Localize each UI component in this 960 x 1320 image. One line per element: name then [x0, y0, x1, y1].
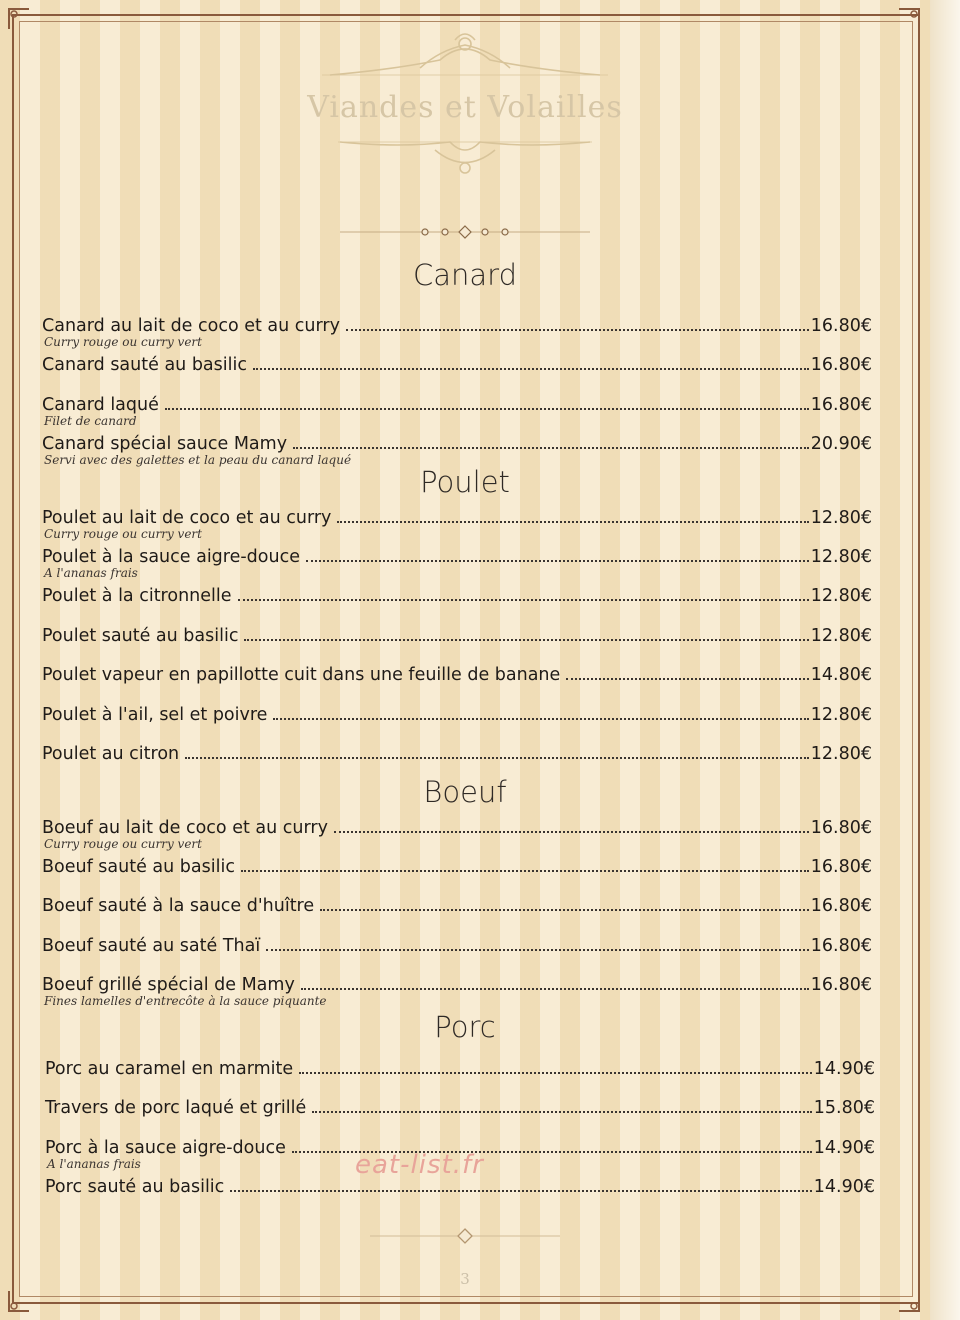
item-name: Travers de porc laqué et grillé	[45, 1098, 307, 1118]
dot-leader	[165, 408, 809, 410]
corner-ornament-icon	[896, 6, 922, 32]
item-price: 16.80€	[810, 355, 872, 375]
section-title-boeuf: Boeuf	[423, 775, 507, 809]
item-note: Curry rouge ou curry vert	[44, 335, 202, 349]
dot-leader	[185, 757, 809, 759]
item-name: Boeuf grillé spécial de Mamy	[42, 975, 295, 995]
dot-leader	[244, 639, 808, 641]
item-name: Poulet sauté au basilic	[42, 626, 239, 646]
dot-leader	[230, 1190, 811, 1192]
item-price: 20.90€	[810, 434, 872, 454]
menu-item	[42, 312, 872, 336]
dot-leader	[346, 329, 809, 331]
item-name: Boeuf au lait de coco et au curry	[42, 818, 328, 838]
item-price: 14.90€	[813, 1177, 875, 1197]
menu-item	[42, 661, 872, 685]
item-name: Canard laqué	[42, 395, 159, 415]
menu-item	[42, 430, 872, 454]
menu-item	[42, 351, 872, 375]
item-name: Porc à la sauce aigre-douce	[45, 1138, 286, 1158]
item-price: 16.80€	[810, 818, 872, 838]
item-name: Poulet vapeur en papillotte cuit dans une feuille de banane	[42, 665, 561, 685]
item-name: Poulet à la citronnelle	[42, 586, 232, 606]
dot-leader	[320, 909, 809, 911]
menu-item	[42, 932, 872, 956]
item-name: Canard au lait de coco et au curry	[42, 316, 340, 336]
dot-leader	[299, 1072, 812, 1074]
item-name: Canard sauté au basilic	[42, 355, 247, 375]
menu-item	[42, 504, 872, 528]
page-edge	[930, 0, 960, 1320]
dot-leader	[273, 718, 808, 720]
item-price: 12.80€	[810, 626, 872, 646]
item-name: Boeuf sauté à la sauce d'huître	[42, 896, 315, 916]
menu-item	[45, 1055, 875, 1079]
dot-leader	[337, 521, 808, 523]
dot-leader	[301, 988, 809, 990]
menu-item	[42, 892, 872, 916]
item-price: 12.80€	[810, 547, 872, 567]
item-note: Curry rouge ou curry vert	[44, 837, 202, 851]
item-name: Poulet au citron	[42, 744, 180, 764]
item-note: Servi avec des galettes et la peau du canard laqué	[44, 453, 352, 467]
dot-leader	[293, 447, 809, 449]
item-name: Poulet à la sauce aigre-douce	[42, 547, 300, 567]
item-price: 16.80€	[810, 857, 872, 877]
item-note: A l'ananas frais	[47, 1157, 141, 1171]
item-price: 14.80€	[810, 665, 872, 685]
item-price: 12.80€	[810, 705, 872, 725]
dot-leader	[266, 949, 809, 951]
item-name: Boeuf sauté au basilic	[42, 857, 235, 877]
menu-item	[42, 971, 872, 995]
item-note: Filet de canard	[44, 414, 137, 428]
item-name: Canard spécial sauce Mamy	[42, 434, 288, 454]
item-price: 12.80€	[810, 508, 872, 528]
dot-leader	[566, 678, 808, 680]
dot-leader	[306, 560, 809, 562]
section-title-porc: Porc	[434, 1010, 496, 1044]
menu-item	[42, 853, 872, 877]
menu-item	[42, 391, 872, 415]
item-price: 12.80€	[810, 586, 872, 606]
item-price: 15.80€	[813, 1098, 875, 1118]
item-note: Fines lamelles d'entrecôte à la sauce piquante	[44, 994, 327, 1008]
item-price: 16.80€	[810, 975, 872, 995]
item-price: 16.80€	[810, 936, 872, 956]
dot-leader	[312, 1111, 812, 1113]
item-name: Poulet à l'ail, sel et poivre	[42, 705, 268, 725]
item-price: 16.80€	[810, 896, 872, 916]
item-note: A l'ananas frais	[44, 566, 138, 580]
dot-leader	[334, 831, 809, 833]
menu-item	[42, 814, 872, 838]
item-price: 14.90€	[813, 1138, 875, 1158]
item-note: Curry rouge ou curry vert	[44, 527, 202, 541]
footer-divider-icon	[370, 1226, 560, 1246]
item-price: 16.80€	[810, 395, 872, 415]
menu-item	[42, 543, 872, 567]
corner-ornament-icon	[6, 6, 32, 32]
item-name: Boeuf sauté au saté Thaï	[42, 936, 261, 956]
item-price: 12.80€	[810, 744, 872, 764]
item-price: 16.80€	[810, 316, 872, 336]
section-title-poulet: Poulet	[420, 465, 510, 499]
corner-ornament-icon	[896, 1288, 922, 1314]
menu-item	[42, 701, 872, 725]
item-name: Poulet au lait de coco et au curry	[42, 508, 332, 528]
corner-ornament-icon	[6, 1288, 32, 1314]
dot-leader	[253, 368, 809, 370]
menu-item	[42, 740, 872, 764]
watermark: eat-list.fr	[355, 1150, 484, 1180]
page-number: 3	[460, 1270, 470, 1288]
menu-item	[45, 1094, 875, 1118]
item-price: 14.90€	[813, 1059, 875, 1079]
menu-item	[42, 622, 872, 646]
section-title-canard: Canard	[413, 258, 517, 292]
item-name: Porc sauté au basilic	[45, 1177, 225, 1197]
dot-leader	[241, 870, 809, 872]
menu-item	[42, 582, 872, 606]
page-title: Viandes et Volailles	[307, 90, 623, 125]
item-name: Porc au caramel en marmite	[45, 1059, 294, 1079]
dot-leader	[238, 599, 809, 601]
title-divider-icon	[340, 222, 590, 242]
